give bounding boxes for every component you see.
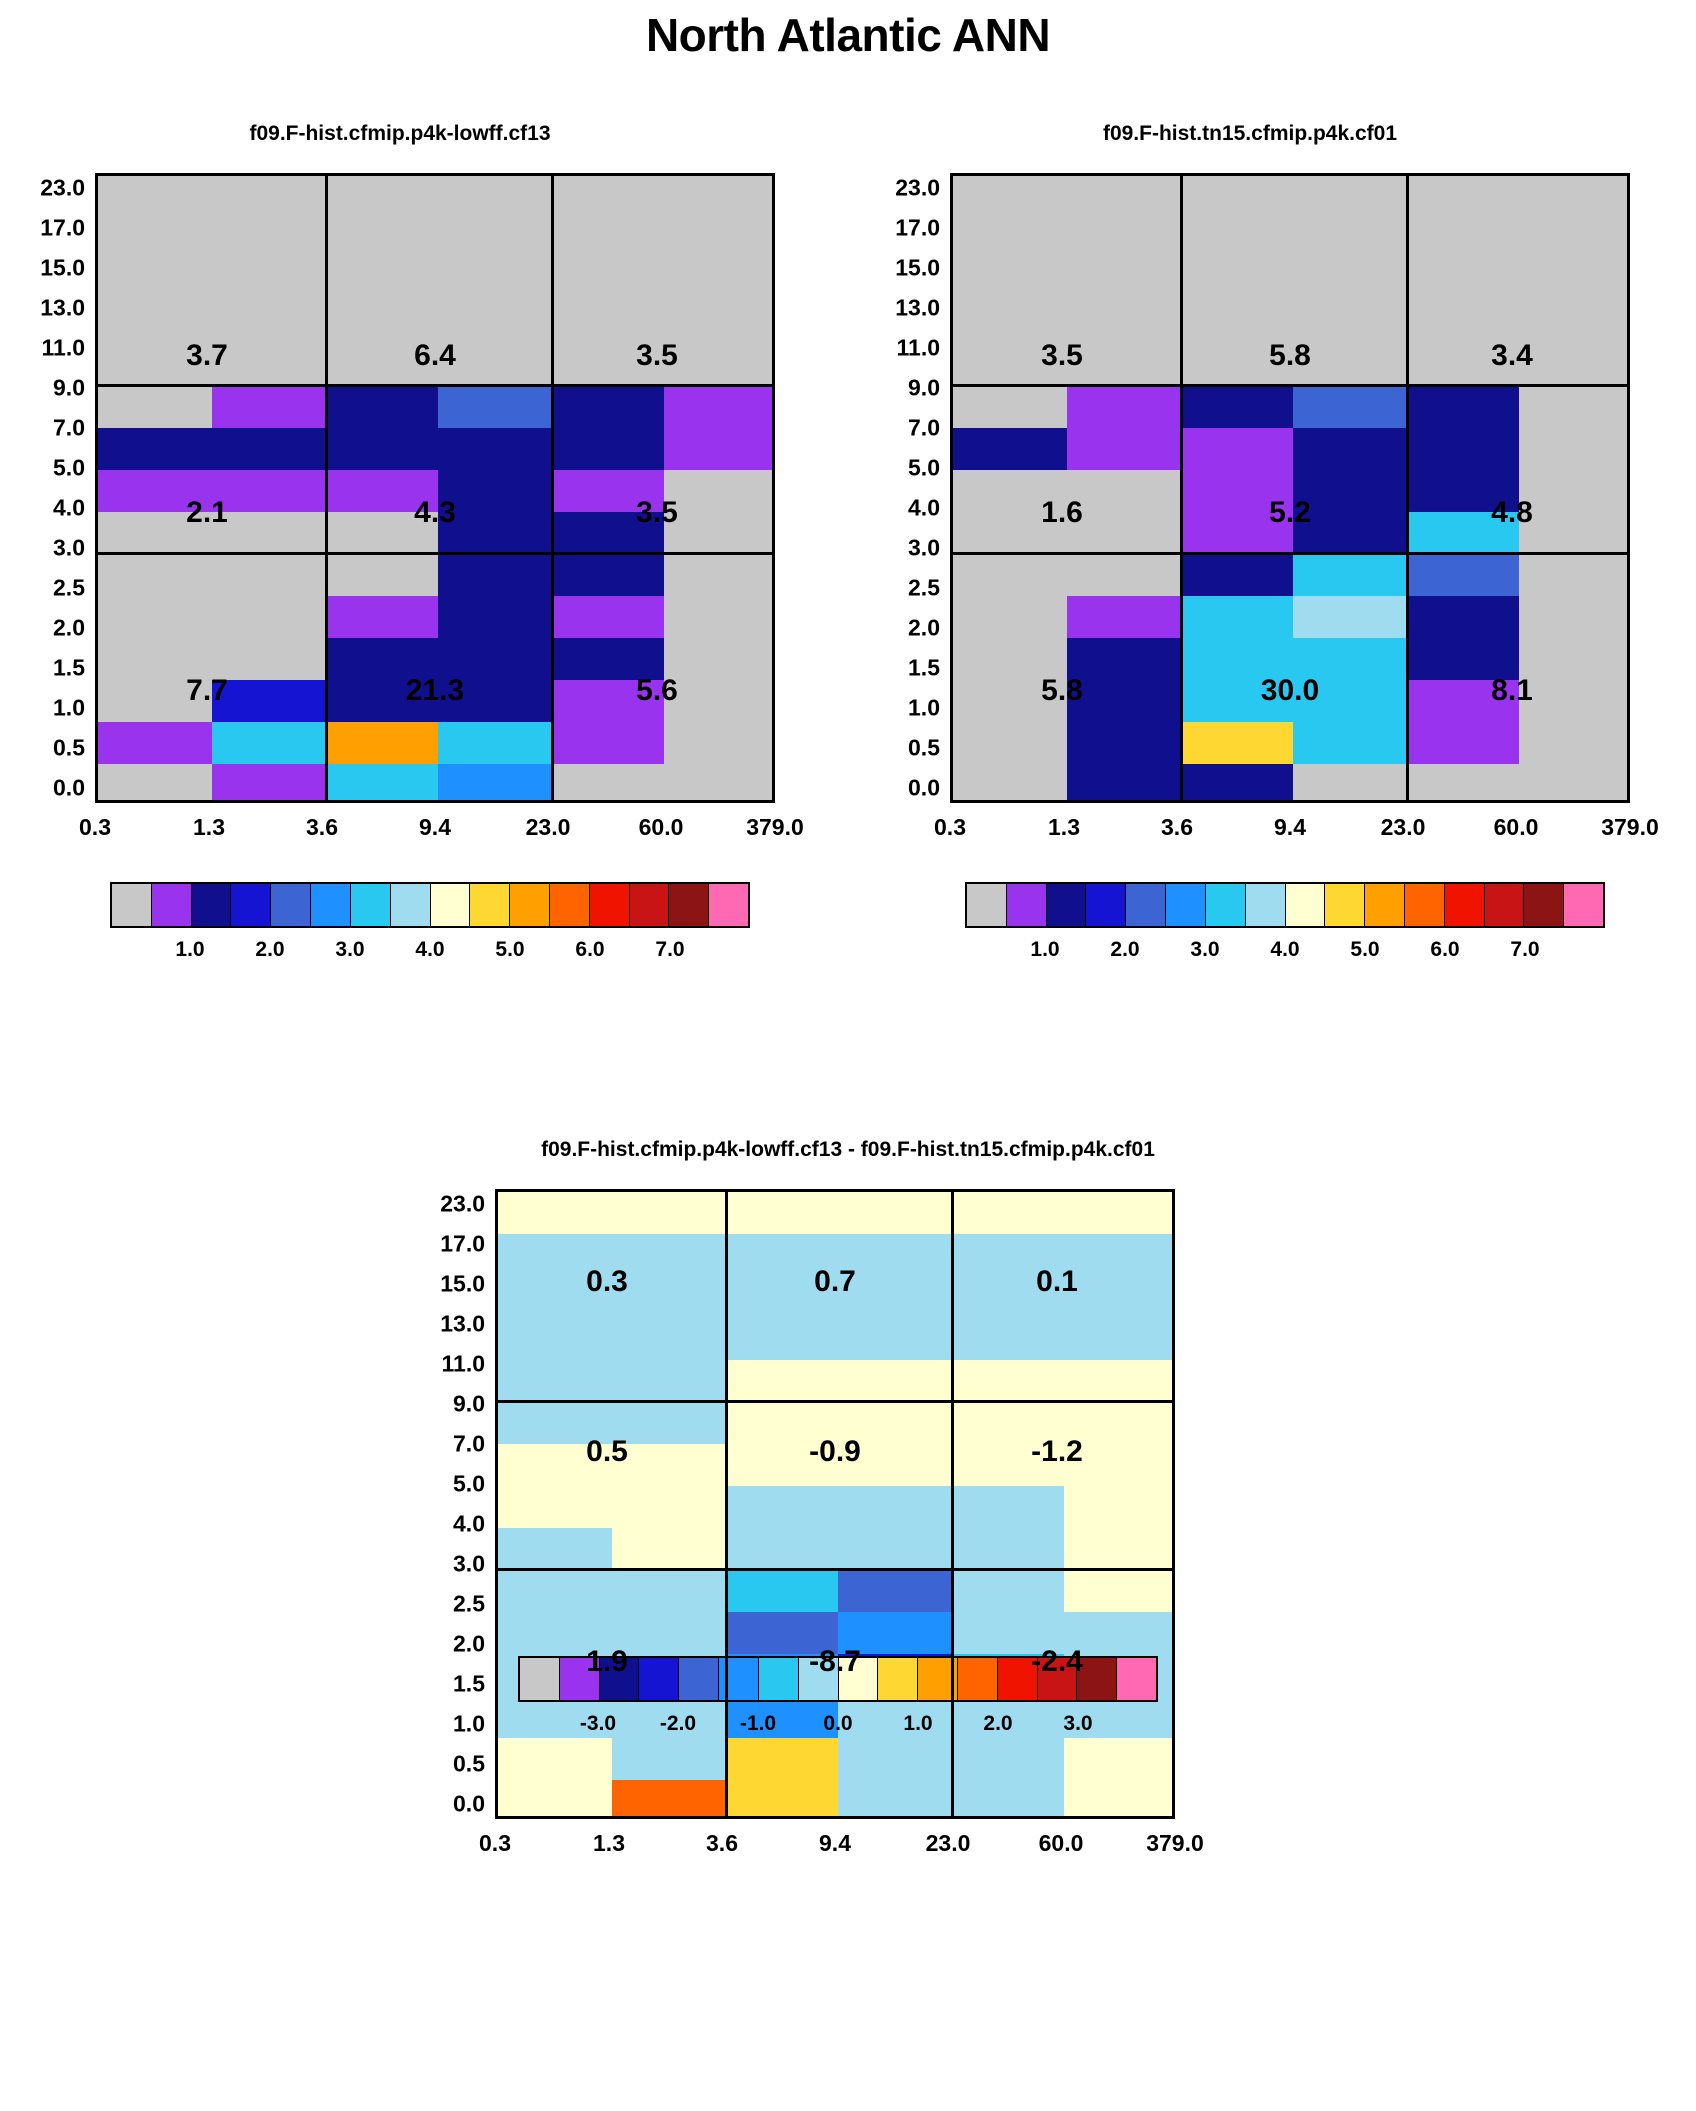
y-tick-label: 11.0 [896,334,940,361]
x-tick-label: 60.0 [1493,814,1539,840]
region-total: -8.7 [809,1645,861,1678]
y-tick-label: 2.0 [908,614,940,641]
y-tick-label: 2.5 [908,574,940,601]
y-tick-label: 13.0 [440,1310,485,1337]
x-tick-label: 23.0 [1380,814,1426,840]
y-tick-label: 23.0 [40,174,85,201]
region-total: 3.7 [186,339,228,372]
region-total: 0.1 [1036,1265,1078,1298]
x-tick-label: 23.0 [925,1830,971,1856]
x-tick-label: 1.3 [593,1830,625,1856]
y-tick-label: 17.0 [40,214,85,241]
y-tick-label: 1.5 [453,1670,485,1697]
y-tick-label: 7.0 [453,1430,485,1457]
region-total: 0.3 [586,1265,628,1298]
region-total: 5.2 [1269,496,1311,529]
x-tick-label: 0.3 [479,1830,511,1856]
y-tick-label: 4.0 [453,1510,485,1537]
x-tick-label: 23.0 [525,814,571,840]
colorbar-tick: 0.0 [823,1712,853,1735]
colorbar-tick: 2.0 [983,1712,1013,1735]
y-tick-label: 4.0 [53,494,85,521]
y-tick-label: 17.0 [440,1230,485,1257]
y-tick-label: 1.5 [908,654,940,681]
y-tick-label: 23.0 [895,174,940,201]
colorbar-tick: 3.0 [335,938,365,961]
region-total: 1.6 [1041,496,1083,529]
y-tick-label: 11.0 [441,1350,485,1377]
x-tick-label: 379.0 [746,814,804,840]
region-total: 5.6 [636,674,678,707]
y-tick-label: 3.0 [453,1550,485,1577]
y-tick-label: 1.0 [453,1710,485,1737]
colorbar-tick: 5.0 [1350,938,1380,961]
colorbar-segment [1077,1658,1117,1700]
y-tick-label: 0.0 [53,774,85,801]
colorbar-segment [639,1658,679,1700]
region-total: 4.8 [1491,496,1533,529]
panel-difference-title: f09.F-hist.cfmip.p4k-lowff.cf13 - f09.F-hist.tn15.cfmip.p4k.cf01 [541,1138,1155,1161]
y-tick-label: 15.0 [895,254,940,281]
y-tick-label: 15.0 [440,1270,485,1297]
region-total: 3.5 [636,339,678,372]
x-tick-label: 60.0 [638,814,684,840]
colorbar-segment [759,1658,799,1700]
y-tick-label: 17.0 [895,214,940,241]
x-tick-label: 9.4 [1274,814,1306,840]
x-tick-label: 9.4 [419,814,451,840]
colorbar-tick: 1.0 [175,938,205,961]
y-tick-label: 23.0 [440,1190,485,1217]
colorbar-segment [679,1658,719,1700]
panel-right-title: f09.F-hist.tn15.cfmip.p4k.cf01 [1102,122,1398,145]
panel-left-title: f09.F-hist.cfmip.p4k-lowff.cf13 [249,122,551,145]
colorbar-tick: 4.0 [1270,938,1300,961]
y-tick-label: 0.5 [908,734,940,761]
panel-left-heatmap[interactable] [95,173,775,803]
x-tick-label: 0.3 [79,814,111,840]
y-tick-label: 0.5 [53,734,85,761]
x-tick-label: 60.0 [1038,1830,1084,1856]
y-tick-label: 9.0 [908,374,940,401]
panel-difference [0,908,1696,2108]
y-tick-label: 9.0 [453,1390,485,1417]
colorbar-tick: 3.0 [1063,1712,1093,1735]
y-tick-label: 7.0 [908,414,940,441]
x-tick-label: 379.0 [1146,1830,1204,1856]
y-tick-label: 2.5 [453,1590,485,1617]
x-tick-label: 3.6 [706,1830,738,1856]
colorbar-tick: 7.0 [655,938,685,961]
region-total: 21.3 [405,674,465,707]
y-tick-label: 0.5 [453,1750,485,1777]
region-total: 0.7 [814,1265,856,1298]
y-tick-label: 9.0 [53,374,85,401]
colorbar-segment [878,1658,918,1700]
y-tick-label: 2.0 [453,1630,485,1657]
y-tick-label: 3.0 [53,534,85,561]
region-total: 3.4 [1491,339,1533,372]
colorbar-tick: 1.0 [903,1712,933,1735]
region-total: 5.8 [1269,339,1311,372]
y-tick-label: 5.0 [53,454,85,481]
region-total: 1.9 [586,1645,628,1678]
y-tick-label: 5.0 [453,1470,485,1497]
colorbar-tick: -2.0 [659,1712,697,1735]
colorbar-tick: 1.0 [1030,938,1060,961]
region-total: 30.0 [1260,674,1320,707]
region-total: 8.1 [1491,674,1533,707]
colorbar-tick: 4.0 [415,938,445,961]
colorbar-tick: 7.0 [1510,938,1540,961]
y-tick-label: 2.0 [53,614,85,641]
colorbar-tick: 6.0 [1430,938,1460,961]
x-tick-label: 3.6 [306,814,338,840]
colorbar-tick: 3.0 [1190,938,1220,961]
x-tick-label: 1.3 [1048,814,1080,840]
y-tick-label: 3.0 [908,534,940,561]
region-total: 5.8 [1041,674,1083,707]
panel-right-heatmap[interactable] [950,173,1630,803]
colorbar-tick: 2.0 [1110,938,1140,961]
colorbar-tick: 6.0 [575,938,605,961]
y-tick-label: 0.0 [453,1790,485,1817]
y-tick-label: 0.0 [908,774,940,801]
colorbar-segment [520,1658,560,1700]
y-tick-label: 11.0 [41,334,85,361]
x-tick-label: 9.4 [819,1830,851,1856]
y-tick-label: 2.5 [53,574,85,601]
colorbar-tick: -1.0 [739,1712,777,1735]
region-total: 2.1 [186,496,228,529]
x-tick-label: 379.0 [1601,814,1659,840]
region-total: 3.5 [1041,339,1083,372]
region-total: 7.7 [186,674,228,707]
y-tick-label: 15.0 [40,254,85,281]
y-tick-label: 4.0 [908,494,940,521]
region-total: 4.3 [414,496,456,529]
colorbar-segment [1117,1658,1156,1700]
page-title: North Atlantic ANN [645,9,1051,61]
region-total: 3.5 [636,496,678,529]
y-tick-label: 1.0 [908,694,940,721]
region-total: -1.2 [1031,1435,1083,1468]
region-total: -0.9 [809,1435,861,1468]
x-tick-label: 3.6 [1161,814,1193,840]
y-tick-label: 13.0 [895,294,940,321]
y-tick-label: 7.0 [53,414,85,441]
region-total: -2.4 [1031,1645,1083,1678]
y-tick-label: 1.5 [53,654,85,681]
region-total: 6.4 [414,339,456,372]
colorbar-tick: 5.0 [495,938,525,961]
panel-right [855,122,1659,961]
region-total: 0.5 [586,1435,628,1468]
y-tick-label: 5.0 [908,454,940,481]
colorbar-tick: 2.0 [255,938,285,961]
x-tick-label: 1.3 [193,814,225,840]
x-tick-label: 0.3 [934,814,966,840]
y-tick-label: 1.0 [53,694,85,721]
colorbar-tick: -3.0 [579,1712,617,1735]
colorbar-segment [958,1658,998,1700]
top-panel-row [0,62,1696,962]
panel-left [0,122,804,961]
y-tick-label: 13.0 [40,294,85,321]
